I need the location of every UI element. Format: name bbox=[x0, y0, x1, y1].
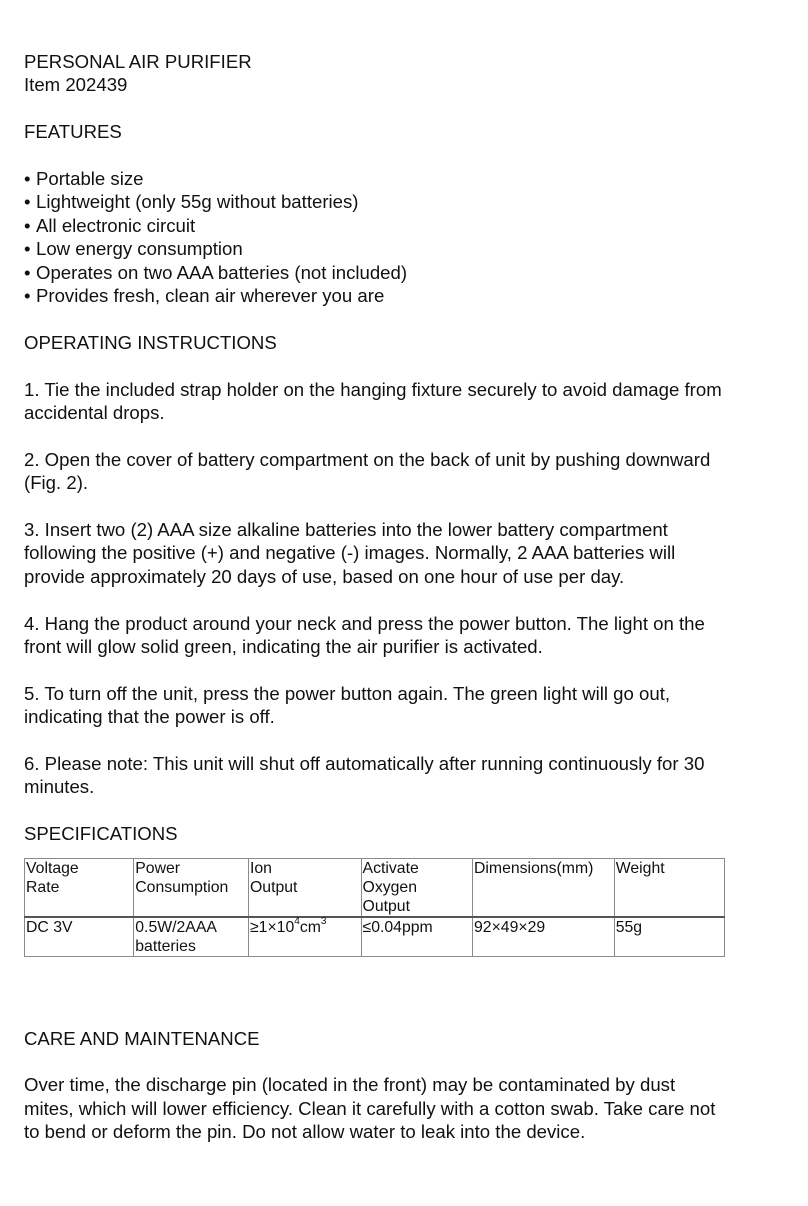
bullet-icon: • bbox=[24, 238, 31, 260]
table-row bbox=[25, 917, 725, 957]
cell-oxygen: ≤0.04ppm bbox=[361, 917, 472, 957]
instruction-step-2: 2. Open the cover of battery compartment on the back of unit by pushing downward (Fig. 2). bbox=[24, 448, 711, 494]
header-voltage-rate: Voltage Rate bbox=[25, 858, 134, 917]
instruction-step-6: 6. Please note: This unit will shut off automatically after running continuously for 30 minutes. bbox=[24, 753, 705, 798]
list-item: • Low energy consumption bbox=[24, 238, 243, 260]
instruction-step-1: 1. Tie the included strap holder on the hanging fixture securely to avoid damage from accidental drops. bbox=[24, 378, 722, 424]
bullet-icon: • bbox=[24, 191, 31, 213]
care-paragraph: Over time, the discharge pin (located in the front) may be contaminated by dust mites, which will lower efficiency. Clean it carefully with a cotton swab. Take care not to bend or deform the pin. Do not allow water to leak into the device. bbox=[24, 1074, 716, 1143]
header-dimensions: Dimensions(mm) bbox=[473, 858, 615, 917]
bullet-icon: • bbox=[24, 285, 31, 307]
instruction-step-4: 4. Hang the product around your neck and press the power button. The light on the front will glow solid green, indicating the air purifier is activated. bbox=[24, 612, 705, 658]
list-item: • Lightweight (only 55g without batteries) bbox=[24, 191, 359, 213]
cell-ion-output: $\ge 1\times 10^4cm^3$ bbox=[249, 917, 362, 957]
bullet-icon: • bbox=[24, 168, 31, 189]
cell-weight: 55g bbox=[614, 917, 724, 957]
header-activate-oxygen-output: Activate Oxygen Output bbox=[361, 858, 472, 917]
table-header-row bbox=[25, 858, 725, 917]
cell-dimensions: 92×49×29 bbox=[473, 917, 615, 957]
header-ion-output: Ion Output bbox=[249, 858, 362, 917]
header-power-consumption: Power Consumption bbox=[134, 858, 249, 917]
bullet-icon: • bbox=[24, 261, 31, 283]
document-title: PERSONAL AIR PURIFIER bbox=[24, 51, 252, 72]
cell-power: 0.5W/2AAA batteries bbox=[134, 917, 249, 957]
care-heading: CARE AND MAINTENANCE bbox=[24, 1027, 260, 1049]
instructions-heading: OPERATING INSTRUCTIONS bbox=[24, 331, 277, 353]
header-weight: Weight bbox=[614, 858, 724, 917]
list-item: • Provides fresh, clean air wherever you are bbox=[24, 285, 385, 307]
specifications-heading: SPECIFICATIONS bbox=[24, 823, 178, 845]
specifications-table bbox=[24, 858, 725, 957]
bullet-icon: • bbox=[24, 214, 31, 236]
instruction-step-3: 3. Insert two (2) AAA size alkaline batteries into the lower battery compartment following the positive (+) and negative (-) images. Normally, 2 AAA batteries will provide approximately 20 days of use, based on one hour of use per day. bbox=[24, 519, 676, 587]
list-item: • All electronic circuit bbox=[24, 214, 196, 236]
item-number: Item 202439 bbox=[24, 74, 128, 96]
features-list bbox=[24, 167, 794, 307]
list-item: • Operates on two AAA batteries (not included) bbox=[24, 261, 408, 283]
document-page bbox=[24, 50, 794, 1144]
features-heading: FEATURES bbox=[24, 121, 122, 143]
cell-voltage: DC 3V bbox=[25, 917, 134, 957]
instruction-step-5: 5. To turn off the unit, press the power button again. The green light will go out, indicating that the power is off. bbox=[24, 682, 671, 728]
list-item: • Portable size bbox=[24, 168, 144, 189]
